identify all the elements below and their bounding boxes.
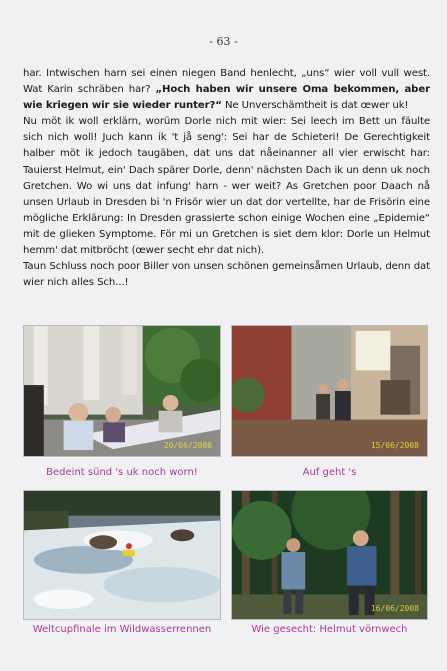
photo-lunch-terrace (23, 325, 221, 457)
body-text (23, 66, 430, 291)
photo-staircase-hall (231, 325, 428, 457)
page-number: - 63 - (209, 35, 238, 48)
photo-whitewater (23, 490, 221, 620)
photo-2-datestamp: 15/06/2008 (370, 441, 419, 450)
caption-photo-4: Wie gesecht: Helmut vörnwech (251, 624, 408, 635)
caption-photo-1: Bedeint sünd 's uk noch worn! (46, 467, 198, 478)
photo-4-datestamp: 16/06/2008 (370, 604, 419, 613)
paragraph-1-start: har. Intwischen harn sei einen niegen Band henlecht, „uns“ wier voll vull west. Wat Karin schräben har? (23, 68, 430, 96)
photo-forest-hike (231, 490, 428, 620)
paragraph-1-quote: „Hoch haben wir unsere Oma bekommen, aber wie kriegen wir sie wieder runter?“ (23, 84, 430, 112)
paragraph-2: Nu möt ik woll erklärn, worüm Dorle nich mit wier: Sei leech im Bett un fäulte sich nich woll! Juch kann ik 't jå seng': Sei har de Schieteri! De Gerechtigkeit halber möt ik jedoch taugäben, dat uns dat nåeinanner all vier erwischt har: Tauierst Helmut, ein' Dach spärer Dorle, denn' nächsten Dach ik un denn uk noch Gretchen. Wo wi uns dat infung' harn - wer weit? As Gretchen poor Daach nå unsen Urlaub in Dresden bi 'n Frisör wier un dat dor vertellte, har de Frisörin eine mögliche Erklärung: In Dresden grassierte schon einige Wochen eine „Epidemie“ mit de glieken Symptome. För mi un Gretchen is siet dem klor: Dorle un Helmut hemm' dat mitbröcht (œwer secht ehr dat nich). (23, 116, 430, 257)
paragraph-3: Taun Schluss noch poor Biller von unsen schönen gemeinsåmen Urlaub, denn dat wier nich alles Sch...! (23, 261, 430, 289)
caption-photo-2: Auf geht 's (302, 467, 357, 478)
paragraph-1-end: Ne Unverschämtheit is dat œwer uk! (221, 100, 409, 112)
paragraph-1 (23, 66, 430, 114)
photo-1-datestamp: 20/06/2008 (163, 441, 212, 450)
caption-photo-3: Weltcupfinale im Wildwasserrennen (32, 624, 212, 635)
